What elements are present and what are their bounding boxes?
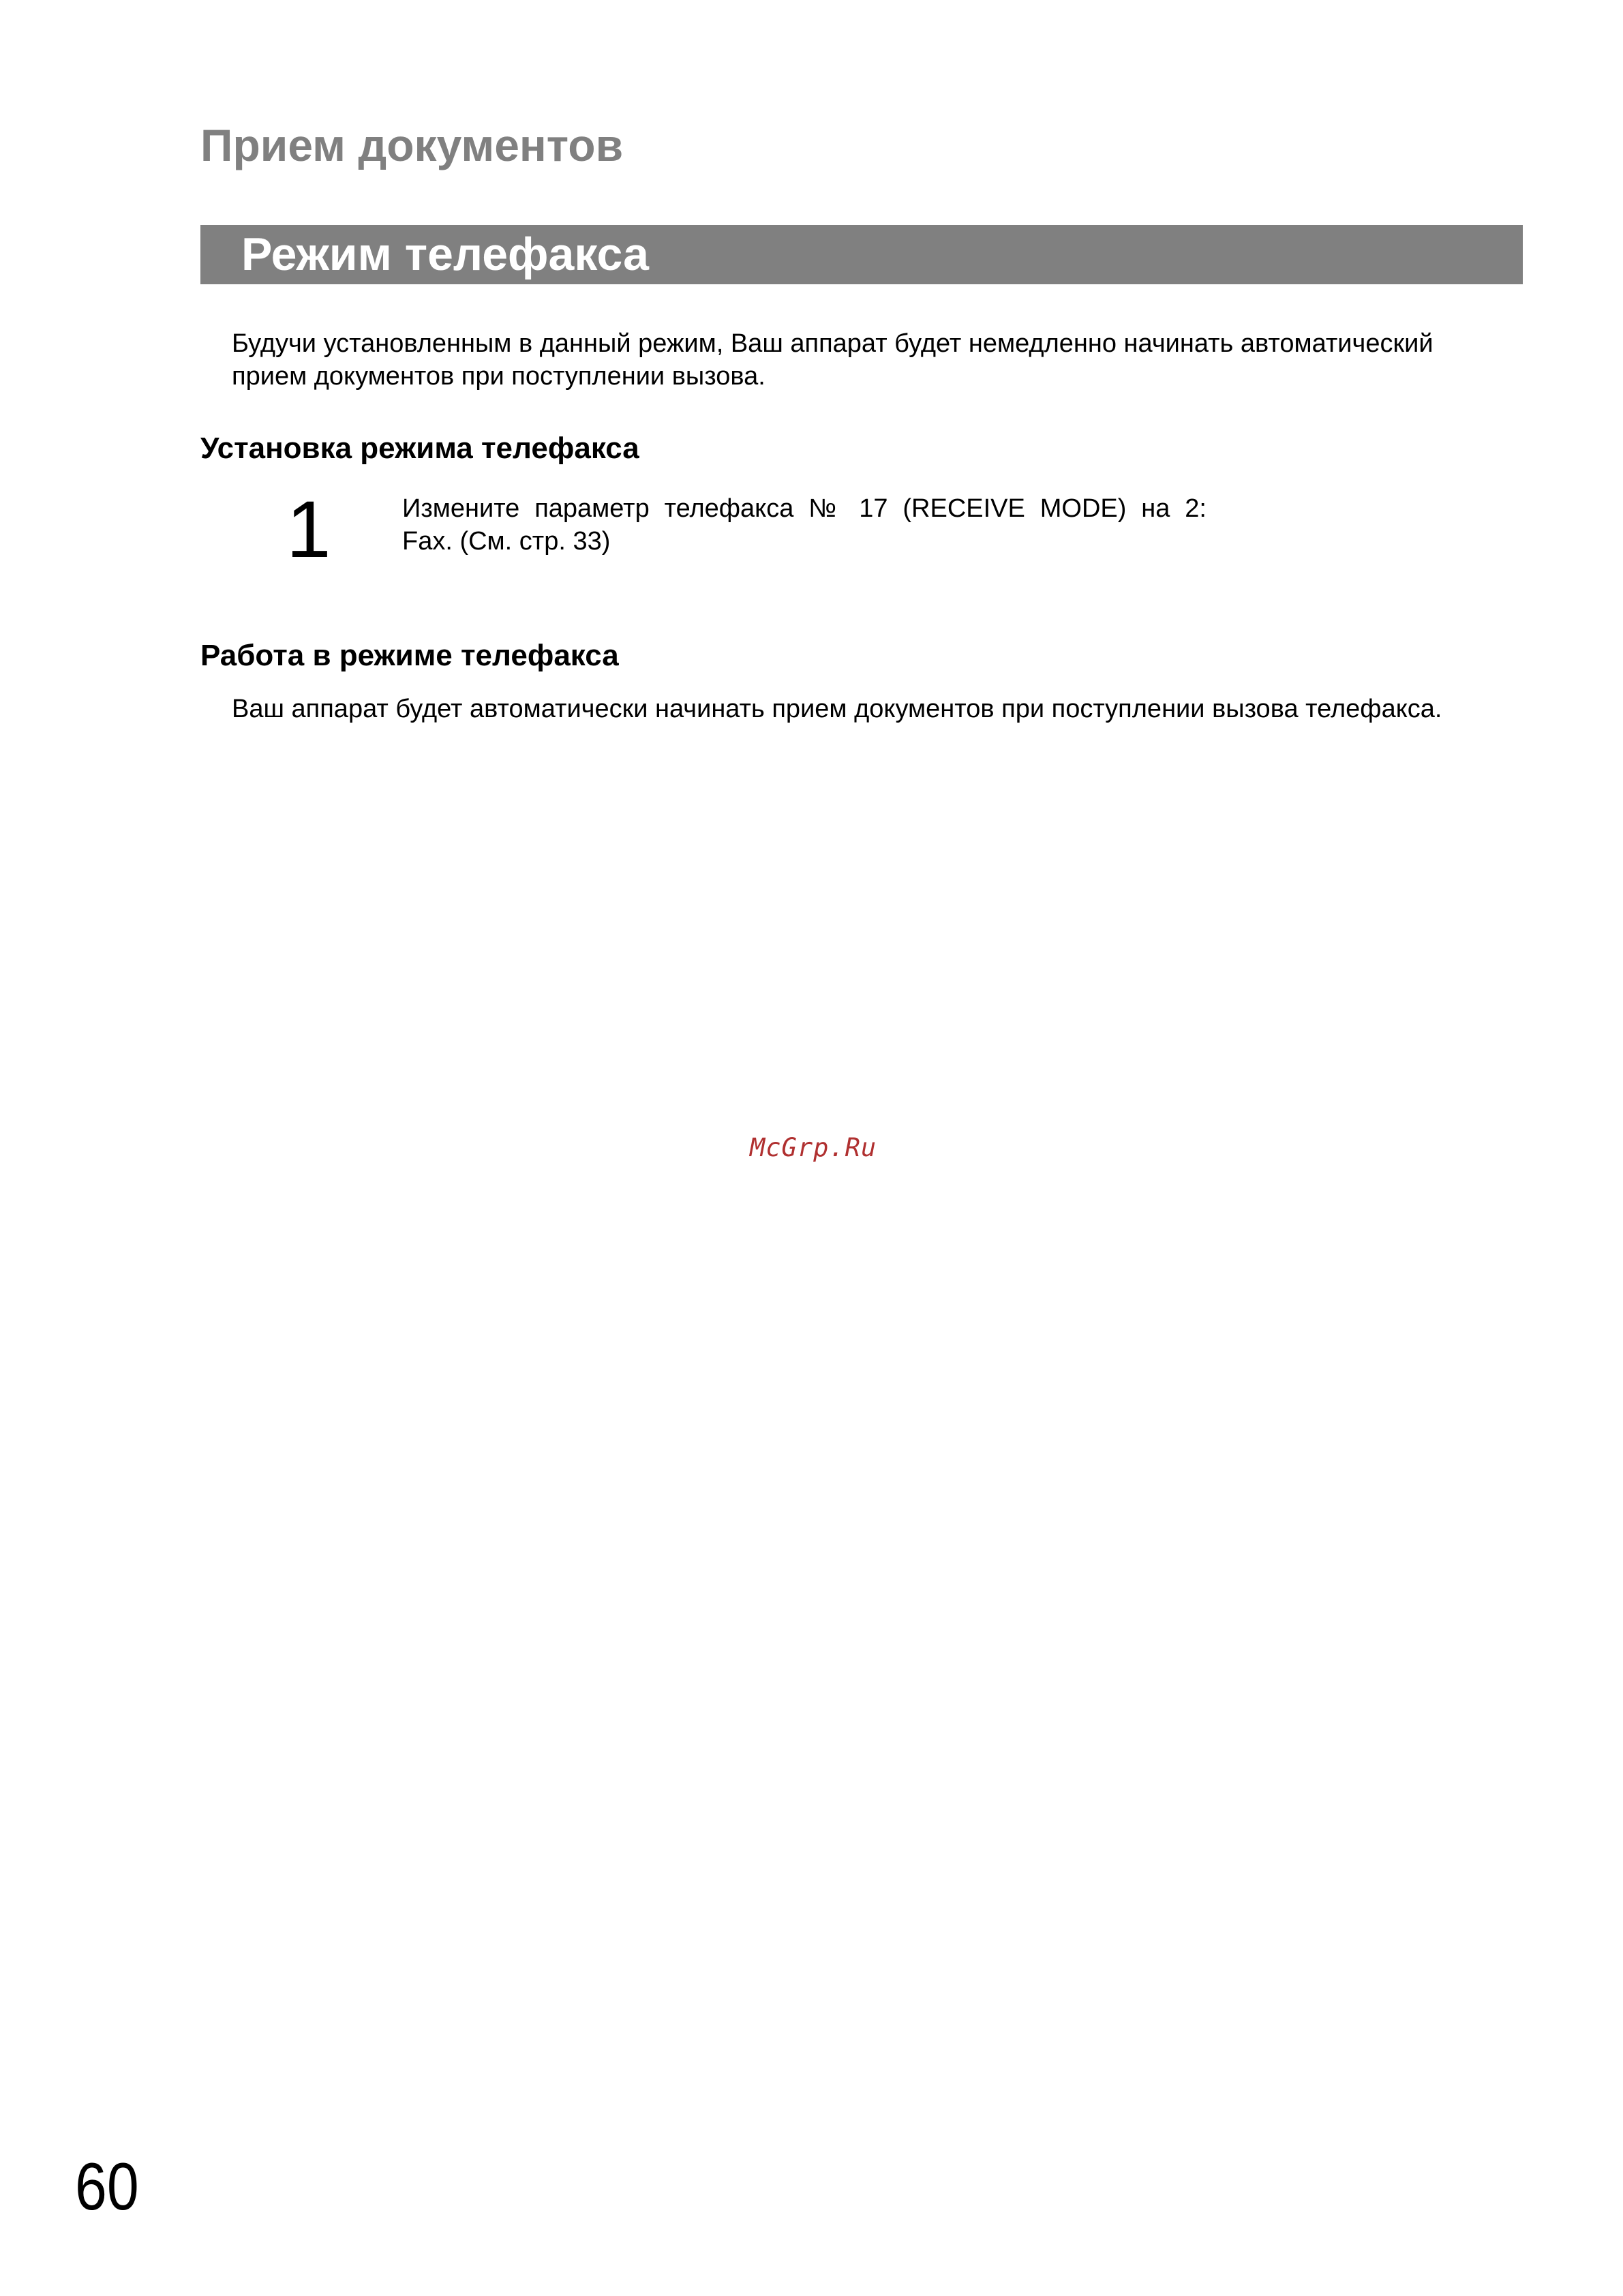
setup-heading: Установка режима телефакса (200, 432, 639, 465)
operation-paragraph: Ваш аппарат будет автоматически начинать прием документов при поступлении вызова телефакса. (232, 695, 1442, 723)
page-number: 60 (75, 2149, 139, 2224)
step-line-2: Fax. (См. стр. 33) (402, 527, 611, 556)
step-instruction (402, 492, 1207, 558)
section-header-bar (200, 225, 1523, 284)
intro-line-1: Будучи установленным в данный режим, Ваш аппарат будет немедленно начинать автоматический (232, 329, 1434, 358)
step-line-1: Измените параметр телефакса № 17 (RECEIVE MODE) на 2: (402, 494, 1207, 523)
intro-paragraph (232, 327, 1527, 393)
intro-line-2: прием документов при поступлении вызова. (232, 362, 765, 391)
operation-heading: Работа в режиме телефакса (200, 639, 619, 672)
step-number: 1 (286, 485, 331, 575)
chapter-title: Прием документов (200, 120, 624, 170)
watermark: McGrp.Ru (750, 1133, 877, 1162)
section-title: Режим телефакса (241, 228, 649, 280)
